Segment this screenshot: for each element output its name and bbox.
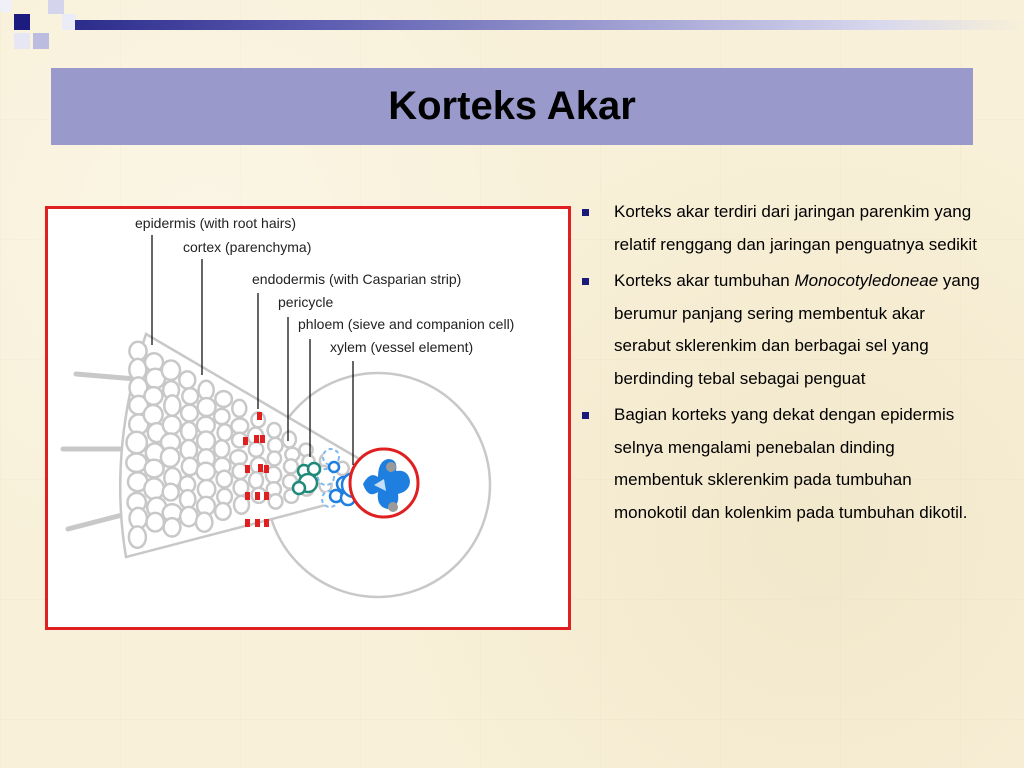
- root-cross-section-figure: [45, 206, 571, 630]
- deco-header-bar: [75, 20, 1024, 30]
- label-cortex: cortex (parenchyma): [183, 239, 312, 255]
- cortex-cell: [145, 460, 164, 478]
- deco-square: [33, 33, 49, 49]
- cortex-cell: [164, 395, 180, 415]
- bullet-text: Korteks akar terdiri dari jaringan parenkim yang relatif renggang dan jaringan penguatnya sedikit: [614, 202, 977, 254]
- bullet-text-part: yang berumur panjang sering membentuk akar serabut sklerenkim dan berbagai sel yang berdinding tebal sebagai penguat: [614, 271, 980, 388]
- cortex-cell: [181, 405, 198, 422]
- cortex-cell: [268, 452, 281, 466]
- xylem-vessel: [386, 462, 396, 472]
- cortex-cell: [284, 459, 298, 473]
- cortex-cell: [181, 422, 196, 441]
- bullet-item: [582, 399, 982, 529]
- label-endodermis: endodermis (with Casparian strip): [252, 271, 462, 287]
- cortex-cell: [145, 387, 163, 405]
- slide-title: Korteks Akar: [388, 84, 636, 128]
- bullet-item: [582, 265, 982, 395]
- label-pericycle: pericycle: [278, 294, 334, 310]
- cortex-cell: [144, 405, 163, 425]
- cortex-cell: [215, 503, 231, 520]
- deco-square: [48, 0, 64, 14]
- cortex-cell: [182, 388, 198, 404]
- cortex-cell: [232, 400, 246, 417]
- cortex-cell: [127, 432, 147, 454]
- label-xylem: xylem (vessel element): [330, 339, 474, 355]
- square-bullet-icon: [582, 278, 589, 285]
- square-bullet-icon: [582, 209, 589, 216]
- cortex-cell: [283, 432, 296, 448]
- cortex-cell: [217, 471, 232, 488]
- cortex-cell: [197, 463, 215, 481]
- cortex-cell: [163, 416, 181, 434]
- bullet-text: [614, 265, 982, 395]
- bullet-list: [582, 196, 982, 533]
- cortex-cell: [197, 432, 215, 451]
- cortex-cell: [162, 361, 180, 380]
- cortex-cell: [161, 448, 179, 467]
- deco-square: [14, 14, 30, 30]
- bullet-item: [582, 196, 982, 261]
- cortex-cell: [196, 513, 212, 532]
- cortex-cell: [129, 342, 146, 361]
- title-banner: [51, 68, 973, 145]
- label-phloem: phloem (sieve and companion cell): [298, 316, 515, 332]
- deco-square: [62, 14, 76, 30]
- cortex-cell: [164, 518, 181, 536]
- cortex-cell: [249, 442, 263, 457]
- deco-square: [0, 0, 12, 12]
- cortex-cell: [198, 480, 215, 498]
- cortex-cell: [231, 419, 248, 434]
- cortex-cell: [144, 478, 164, 499]
- cortex-cell: [215, 391, 232, 407]
- cortex-cell: [179, 371, 195, 388]
- bullet-text: Bagian korteks yang dekat dengan epidermis selnya mengalami penebalan dinding membentuk sklerenkim pada tumbuhan monokotil dan kolenkim pada tumbuhan dikotil.: [614, 405, 968, 522]
- label-epidermis: epidermis (with root hairs): [135, 215, 297, 231]
- cortex-cell: [268, 423, 281, 438]
- cortex-cell: [269, 494, 283, 508]
- cortex-cell: [214, 440, 229, 458]
- cortex-cell: [163, 484, 179, 501]
- square-bullet-icon: [582, 412, 589, 419]
- deco-square: [14, 33, 30, 49]
- cortex-cell: [218, 424, 232, 440]
- cortex-cell: [129, 526, 146, 547]
- root-diagram: [48, 209, 568, 627]
- xylem-vessel: [388, 502, 398, 512]
- bullet-text-italic: Monocotyledoneae: [794, 271, 939, 290]
- cortex-cell: [249, 472, 263, 488]
- cortex-cell: [147, 513, 164, 532]
- cortex-cell: [214, 409, 229, 424]
- bullet-text-part: Korteks akar tumbuhan: [614, 271, 795, 290]
- cortex-cell: [198, 398, 216, 416]
